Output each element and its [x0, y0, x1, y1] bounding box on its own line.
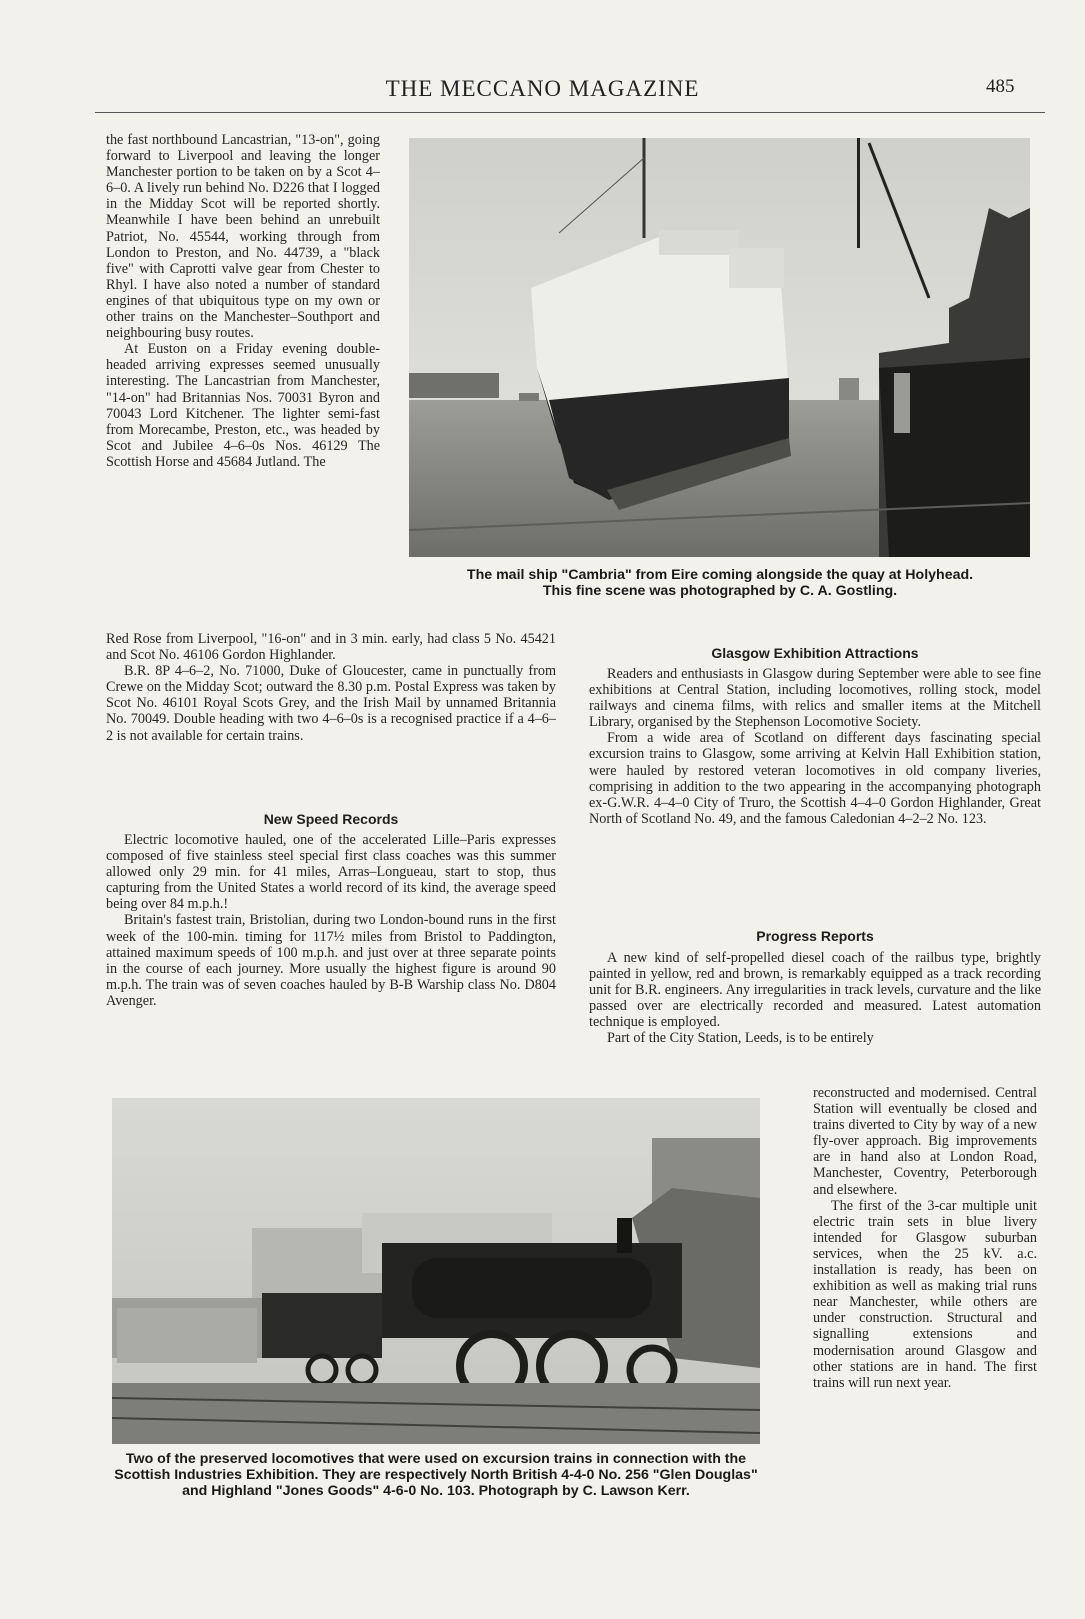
paragraph: Electric locomotive hauled, one of the accelerated Lille–Paris expresses composed of five stainless steel special first class coaches was this summer allowed only 29 min. for 41 miles, Arras–Longueau, start to stop, thus capturing from the United States a world record of its kind, the average speed being over 84 m.p.h.! — [106, 832, 556, 913]
paragraph: Britain's fastest train, Bristolian, during two London-bound runs in the first week of the 100-min. timing for 117½ miles from Bristol to Paddington, attained maximum speeds of 100 m.p.h. and just over at three separate points in the course of each journey. More usually the highest figure is around 90 m.p.h. The train was of seven coaches hauled by B-B Warship class No. D804 Avenger. — [106, 912, 556, 1009]
caption-line: The mail ship "Cambria" from Eire coming alongside the quay at Holyhead. — [466, 567, 974, 583]
paragraph: Red Rose from Liverpool, "16-on" and in 3 min. early, had class 5 No. 45421 and Scot No. 46106 Gordon Highlander. — [106, 631, 556, 664]
glasgow-text — [589, 666, 1041, 827]
section-heading: Progress Reports — [756, 928, 874, 944]
page-number: 485 — [986, 76, 1015, 97]
section-heading: Glasgow Exhibition Attractions — [711, 645, 919, 661]
ship-photo — [409, 138, 1030, 557]
magazine-title: THE MECCANO MAGAZINE — [385, 76, 700, 101]
locomotive-photo-caption: Two of the preserved locomotives that were used on excursion trains in connection with the Scottish Industries Exhibition. They are respectively North British 4-4-0 No. 256 "Glen Douglas" and Highland "Jones Goods" 4-6-0 No. 103. Photograph by C. Lawson Kerr. — [114, 1451, 758, 1499]
paragraph: the fast northbound Lancastrian, "13-on", going forward to Liverpool and leaving the longer Manchester portion to be taken on by a Scot 4–6–0. A lively run behind No. D226 that I logged in the Midday Scot will be reported shortly. Meanwhile I have been behind an unrebuilt Patriot, No. 45544, working through from London to Preston, and No. 44739, a "black five" with Caprotti valve gear from Chester to Rhyl. I have also noted a number of standard engines of that ubiquitous type on my own or other trains on the Manchester–Southport and neighbouring busy routes. — [106, 132, 380, 342]
header-rule — [95, 112, 1045, 113]
left-wide-column — [106, 631, 556, 744]
paragraph: A new kind of self-propelled diesel coach of the railbus type, brightly painted in yellow, red and brown, is remarkably equipped as a track recording unit for B.R. engineers. Any irregularities in track levels, curvature and the like passed over are electrically recorded and measured. Latest automation technique is employed. — [589, 950, 1041, 1031]
section-heading: New Speed Records — [263, 811, 399, 827]
right-narrow-column — [813, 1085, 1037, 1391]
progress-text — [589, 950, 1041, 1047]
paragraph: reconstructed and modernised. Central Station will eventually be closed and trains diverted to City by way of a new fly-over approach. Big improvements are in hand also at London Road, Manchester, Coventry, Peterborough and elsewhere. — [813, 1085, 1037, 1198]
speed-records-text — [106, 832, 556, 1009]
locomotive-photo — [112, 1098, 760, 1444]
caption-line: This fine scene was photographed by C. A. Gostling. — [542, 583, 898, 599]
paragraph: The first of the 3-car multiple unit electric train sets in blue livery intended for Glasgow suburban services, when the 25 kV. a.c. installation is ready, has been on exhibition as well as making trial runs near Manchester, while others are under construction. Structural and signalling extensions and modernisation around Glasgow and other stations are in hand. The first trains will run next year. — [813, 1197, 1037, 1391]
ship-photo-caption — [400, 567, 1040, 599]
left-narrow-column — [106, 132, 380, 470]
paragraph: Readers and enthusiasts in Glasgow during September were able to see fine exhibitions at Central Station, including locomotives, rolling stock, model railways and cinema films, with relics and smaller items at the Mitchell Library, organised by the Stephenson Locomotive Society. — [589, 666, 1041, 731]
paragraph: Part of the City Station, Leeds, is to be entirely — [607, 1030, 874, 1047]
paragraph: B.R. 8P 4–6–2, No. 71000, Duke of Gloucester, came in punctually from Crewe on the Midday Scot; outward the 8.30 p.m. Postal Express was taken by Scot No. 46101 Royal Scots Grey, and the Irish Mail by unnamed Britannia No. 70049. Double heading with two 4–6–0s is a recognised practice if a 4–6–2 is not available for certain trains. — [106, 663, 556, 744]
paragraph: At Euston on a Friday evening double-headed arriving expresses seemed unusually interesting. The Lancastrian from Manchester, "14-on" had Britannias Nos. 70031 Byron and 70043 Lord Kitchener. The lighter semi-fast from Morecambe, Preston, etc., was headed by Scot and Jubilee 4–6–0s Nos. 46129 The Scottish Horse and 45684 Jutland. The — [106, 341, 380, 470]
paragraph: From a wide area of Scotland on different days fascinating special excursion trains to Glasgow, some arriving at Kelvin Hall Exhibition station, were hauled by restored veteran locomotives in old company liveries, comprising in addition to the two appearing in the accompanying photograph ex-G.W.R. 4–4–0 City of Truro, the Scottish 4–4–0 Gordon Highlander, Great North of Scotland No. 49, and the famous Caledonian 4–2–2 No. 123. — [589, 730, 1041, 827]
